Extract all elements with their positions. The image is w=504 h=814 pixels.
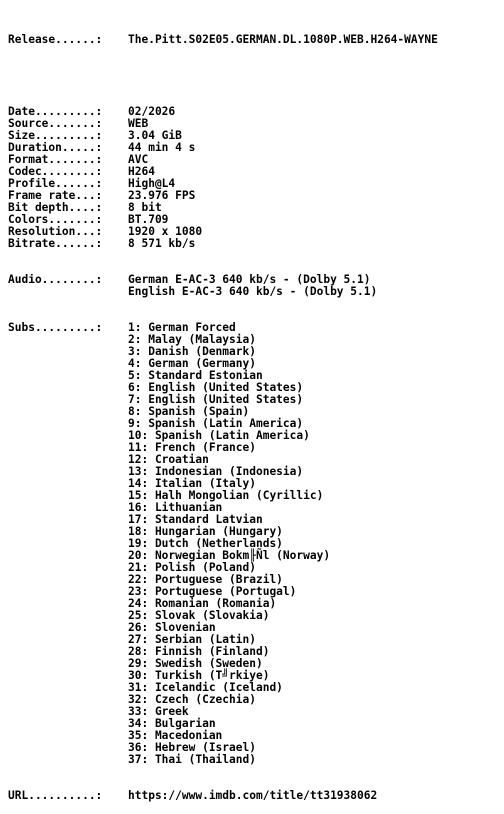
subtitle-track	[8, 742, 438, 754]
subtitle-track-value: 10: Spanish (Latin America)	[128, 429, 310, 442]
subtitle-track-label	[8, 466, 128, 478]
spacer	[8, 70, 438, 82]
subtitle-track	[8, 730, 438, 742]
frame-rate-row-value: 23.976 FPS	[128, 189, 196, 202]
duration-row	[8, 142, 438, 154]
subtitle-track-value: 25: Slovak (Slovakia)	[128, 609, 270, 622]
profile-row	[8, 178, 438, 190]
subtitle-track-label	[8, 502, 128, 514]
profile-row-value: High@L4	[128, 177, 176, 190]
release-label: Release......:	[8, 34, 103, 46]
date-row-label: Date.........:	[8, 106, 103, 118]
subtitle-track-label	[8, 610, 128, 622]
date-row-value: 02/2026	[128, 105, 176, 118]
subtitle-track-value: 34: Bulgarian	[128, 717, 216, 730]
subtitle-track	[8, 706, 438, 718]
profile-row-label: Profile......:	[8, 178, 103, 190]
subtitle-track-value: 32: Czech (Czechia)	[128, 693, 256, 706]
subtitle-track-value: 30: Turkish (T╝rkiye)	[128, 669, 270, 682]
codec-row-label: Codec........:	[8, 166, 103, 178]
subtitle-track-label	[8, 334, 128, 346]
subtitle-track-label	[8, 406, 128, 418]
subtitle-track-value: 1: German Forced	[128, 321, 236, 334]
subtitle-track-label	[8, 550, 128, 562]
resolution-row	[8, 226, 438, 238]
subtitle-track-value: 9: Spanish (Latin America)	[128, 417, 304, 430]
bitrate-row	[8, 238, 438, 250]
subtitle-track-label	[8, 394, 128, 406]
subtitle-track-value: 4: German (Germany)	[128, 357, 256, 370]
subtitle-track-label	[8, 454, 128, 466]
subtitle-track-value: 27: Serbian (Latin)	[128, 633, 256, 646]
subtitle-track-label	[8, 586, 128, 598]
subtitle-track-label	[8, 370, 128, 382]
subtitle-track-value: 20: Norwegian Bokm╟Ñl (Norway)	[128, 549, 331, 562]
subtitle-track-value: 18: Hungarian (Hungary)	[128, 525, 283, 538]
subtitle-track-value: 37: Thai (Thailand)	[128, 753, 256, 766]
subtitle-track-value: 19: Dutch (Netherlands)	[128, 537, 283, 550]
audio-section	[8, 274, 438, 298]
size-row	[8, 130, 438, 142]
subtitle-track-label	[8, 538, 128, 550]
release-value: The.Pitt.S02E05.GERMAN.DL.1080P.WEB.H264-WAYNE	[128, 33, 438, 46]
subtitle-track-label	[8, 490, 128, 502]
date-row	[8, 106, 438, 118]
subtitle-track-value: 29: Swedish (Sweden)	[128, 657, 263, 670]
subtitle-track-value: 14: Italian (Italy)	[128, 477, 256, 490]
subtitle-track-label	[8, 622, 128, 634]
subtitle-track	[8, 694, 438, 706]
subtitle-track-value: 3: Danish (Denmark)	[128, 345, 256, 358]
url-label: URL..........:	[8, 790, 103, 802]
bitrate-row-label: Bitrate......:	[8, 238, 103, 250]
size-row-label: Size.........:	[8, 130, 103, 142]
subtitle-track-value: 5: Standard Estonian	[128, 369, 263, 382]
subtitle-track-value: 16: Lithuanian	[128, 501, 223, 514]
format-row-value: AVC	[128, 153, 149, 166]
subtitle-track-value: 31: Icelandic (Iceland)	[128, 681, 283, 694]
audio-track	[8, 286, 438, 298]
subtitle-track-label	[8, 658, 128, 670]
audio-track-value: German E-AC-3 640 kb/s - (Dolby 5.1)	[128, 273, 371, 286]
codec-row-value: H264	[128, 165, 155, 178]
nfo-text-block	[8, 10, 438, 814]
colors-row-label: Colors.......:	[8, 214, 103, 226]
subtitle-track-value: 28: Finnish (Finland)	[128, 645, 270, 658]
subtitle-track-label: Subs.........:	[8, 322, 103, 334]
subtitle-track-value: 17: Standard Latvian	[128, 513, 263, 526]
subtitle-track	[8, 754, 438, 766]
subtitle-track-label	[8, 598, 128, 610]
subtitle-track-label	[8, 694, 128, 706]
subtitle-track-value: 35: Macedonian	[128, 729, 223, 742]
frame-rate-row-label: Frame rate...:	[8, 190, 103, 202]
subtitle-track-label	[8, 382, 128, 394]
subtitle-track	[8, 610, 438, 622]
subtitle-track-label	[8, 418, 128, 430]
bit-depth-row-label: Bit depth....:	[8, 202, 103, 214]
subtitle-track-value: 33: Greek	[128, 705, 189, 718]
colors-row-value: BT.709	[128, 213, 169, 226]
subtitle-track-value: 36: Hebrew (Israel)	[128, 741, 256, 754]
subtitle-track-label	[8, 574, 128, 586]
info-fields	[8, 106, 438, 250]
url-row	[8, 790, 438, 802]
duration-row-value: 44 min 4 s	[128, 141, 196, 154]
subtitle-track-label	[8, 346, 128, 358]
subtitle-track-label	[8, 706, 128, 718]
subtitle-track-label	[8, 634, 128, 646]
audio-track-label	[8, 286, 128, 298]
subtitle-track-label	[8, 430, 128, 442]
subtitle-track-value: 8: Spanish (Spain)	[128, 405, 250, 418]
codec-row	[8, 166, 438, 178]
subs-section	[8, 322, 438, 766]
bit-depth-row-value: 8 bit	[128, 201, 162, 214]
subtitle-track	[8, 442, 438, 454]
resolution-row-label: Resolution...:	[8, 226, 103, 238]
subtitle-track-value: 15: Halh Mongolian (Cyrillic)	[128, 489, 324, 502]
subtitle-track-label	[8, 358, 128, 370]
subtitle-track-value: 11: French (France)	[128, 441, 256, 454]
size-row-value: 3.04 GiB	[128, 129, 182, 142]
subtitle-track-value: 24: Romanian (Romania)	[128, 597, 277, 610]
resolution-row-value: 1920 x 1080	[128, 225, 203, 238]
subtitle-track-label	[8, 514, 128, 526]
subtitle-track-label	[8, 526, 128, 538]
bit-depth-row	[8, 202, 438, 214]
subtitle-track-label	[8, 442, 128, 454]
subtitle-track-label	[8, 478, 128, 490]
colors-row	[8, 214, 438, 226]
subtitle-track	[8, 682, 438, 694]
subtitle-track-value: 12: Croatian	[128, 453, 209, 466]
subtitle-track-label	[8, 562, 128, 574]
subtitle-track-label	[8, 646, 128, 658]
subtitle-track-value: 26: Slovenian	[128, 621, 216, 634]
source-row-value: WEB	[128, 117, 149, 130]
source-row-label: Source.......:	[8, 118, 103, 130]
bitrate-row-value: 8 571 kb/s	[128, 237, 196, 250]
subtitle-track	[8, 490, 438, 502]
duration-row-label: Duration.....:	[8, 142, 103, 154]
subtitle-track-value: 13: Indonesian (Indonesia)	[128, 465, 304, 478]
subtitle-track	[8, 718, 438, 730]
audio-track-label: Audio........:	[8, 274, 103, 286]
format-row	[8, 154, 438, 166]
subtitle-track-value: 7: English (United States)	[128, 393, 304, 406]
subtitle-track-label	[8, 754, 128, 766]
subtitle-track-value: 2: Malay (Malaysia)	[128, 333, 256, 346]
subtitle-track-label	[8, 730, 128, 742]
subtitle-track-value: 6: English (United States)	[128, 381, 304, 394]
subtitle-track-value: 22: Portuguese (Brazil)	[128, 573, 283, 586]
subtitle-track-value: 21: Polish (Poland)	[128, 561, 256, 574]
url-value: https://www.imdb.com/title/tt31938062	[128, 789, 378, 802]
release-row	[8, 34, 438, 46]
source-row	[8, 118, 438, 130]
format-row-label: Format.......:	[8, 154, 103, 166]
subtitle-track-label	[8, 718, 128, 730]
subtitle-track-label	[8, 682, 128, 694]
frame-rate-row	[8, 190, 438, 202]
audio-track-value: English E-AC-3 640 kb/s - (Dolby 5.1)	[128, 285, 378, 298]
subtitle-track-label	[8, 742, 128, 754]
subtitle-track-value: 23: Portuguese (Portugal)	[128, 585, 297, 598]
